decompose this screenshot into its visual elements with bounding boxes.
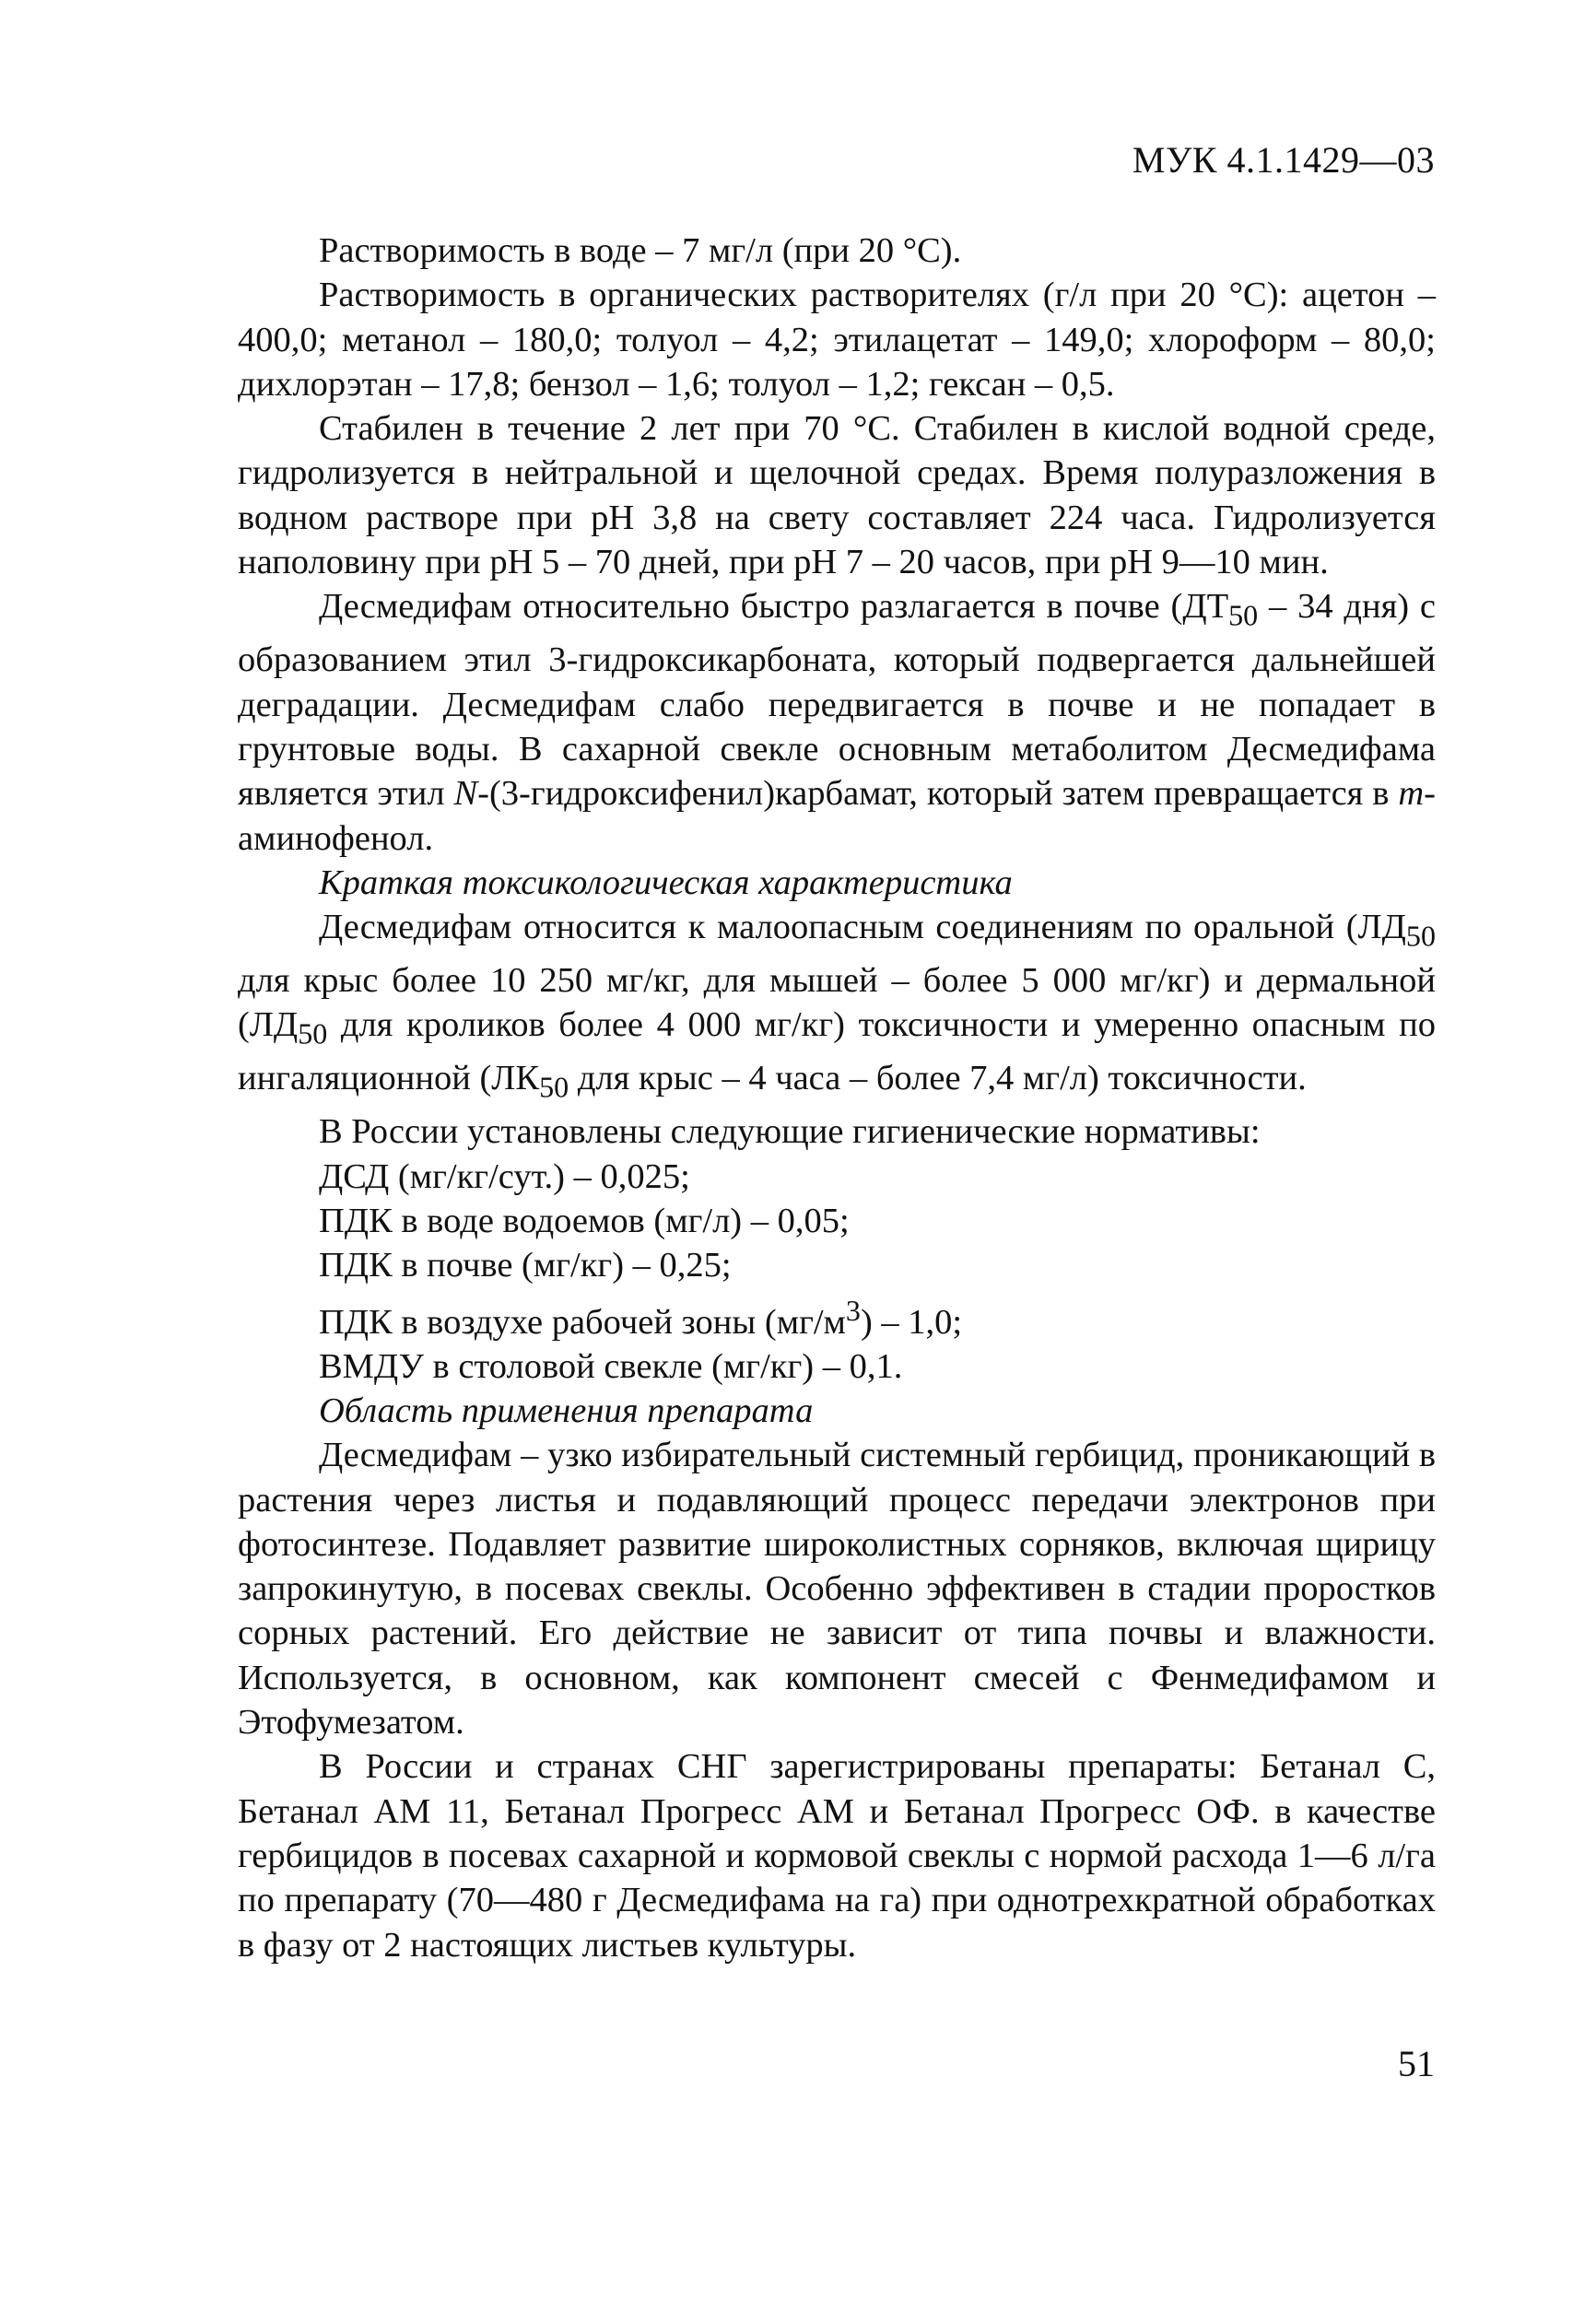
solubility-water-paragraph: Растворимость в воде – 7 мг/л (при 20 °С). xyxy=(319,231,962,270)
application-heading: Область применения препарата xyxy=(319,1391,814,1430)
norm-vmdu: ВМДУ в столовой свекле (мг/кг) – 0,1. xyxy=(319,1346,903,1386)
ld50-subscript-1: 50 xyxy=(1405,919,1436,953)
degradation-text-4: -аминофенол. xyxy=(238,774,1436,858)
dt50-subscript: 50 xyxy=(1228,599,1259,633)
stability-paragraph: Стабилен в течение 2 лет при 70 °С. Стабилен в кислой водной среде, гидролизуется в нейтральной и щелочной средах. Время полуразложения в водном растворе при рН 3,8 на свету составляет 224 часа. Гидролизуется наполовину при рН 5 – 70 дней, при рН 7 – 20 часов, при рН 9—10 мин. xyxy=(238,409,1436,582)
degradation-text-1: Десмедифам относительно быстро разлагается в почве (ДТ xyxy=(319,587,1229,627)
application-paragraph: Десмедифам – узко избирательный системный гербицид, проникающий в растения через листья и подавляющий процесс передачи электронов при фотосинтезе. Подавляет развитие широколистных сорняков, включая щирицу запрокинутую, в посевах свеклы. Особенно эффективен в стадии проростков сорных растений. Его действие не зависит от типа почвы и влажности. Используется, в основном, как компонент смесей с Фенмедифамом и Этофумезатом. xyxy=(238,1436,1436,1743)
toxicity-paragraph xyxy=(238,905,1436,1109)
toxicity-text-1: Десмедифам относится к малоопасным соединениям по оральной (ЛД xyxy=(319,908,1406,947)
lk50-subscript: 50 xyxy=(539,1071,569,1105)
registration-paragraph: В России и странах СНГ зарегистрированы препараты: Бетанал С, Бетанал АМ 11, Бетанал Прогресс АМ и Бетанал Прогресс ОФ. в качестве гербицидов в посевах сахарной и кормовой свеклы с нормой расхода 1—6 л/га по препарату (70—480 г Десмедифама на га) при однотрехкратной обработках в фазу от 2 настоящих листьев культуры. xyxy=(238,1747,1436,1965)
norm-pdk-air-text-1: ПДК в воздухе рабочей зоны (мг/м xyxy=(319,1302,846,1342)
document-code-header: МУК 4.1.1429—03 xyxy=(1132,139,1435,181)
degradation-text-3: -(3-гидроксифенил)карбамат, который затем превращается в xyxy=(477,774,1399,814)
norm-pdk-air xyxy=(238,1288,1436,1344)
hygiene-norms-intro: В России установлены следующие гигиенические нормативы: xyxy=(319,1112,1261,1152)
toxicity-text-4: для крыс – 4 часа – более 7,4 мг/л) токсичности. xyxy=(569,1059,1307,1098)
norm-pdk-soil: ПДК в почве (мг/кг) – 0,25; xyxy=(319,1246,732,1285)
degradation-paragraph xyxy=(238,584,1436,860)
norm-pdk-water: ПДК в воде водоемов (мг/л) – 0,05; xyxy=(319,1201,850,1240)
n-italic: N xyxy=(453,774,478,814)
page-number: 51 xyxy=(1398,2043,1435,2084)
toxicity-text-2: для крыс более 10 250 мг/кг, для мышей – более 5 000 мг/кг) и дермальной (ЛД xyxy=(238,961,1436,1045)
m-italic: m xyxy=(1398,774,1425,814)
toxicity-text-3: для кроликов более 4 000 мг/кг) токсичности и умеренно опасным по ингаляционной (ЛК xyxy=(238,1005,1436,1098)
m3-superscript: 3 xyxy=(845,1293,861,1327)
solubility-organic-paragraph: Растворимость в органических растворителях (г/л при 20 °С): ацетон – 400,0; метанол – 180,0; толуол – 4,2; этилацетат – 149,0; хлороформ – 80,0; дихлорэтан – 17,8; бензол – 1,6; толуол – 1,2; гексан – 0,5. xyxy=(238,276,1436,404)
ld50-subscript-2: 50 xyxy=(298,1017,328,1051)
body-text xyxy=(238,229,1436,1967)
toxicology-heading: Краткая токсикологическая характеристика xyxy=(319,862,1013,902)
norm-dsd: ДСД (мг/кг/сут.) – 0,025; xyxy=(319,1156,690,1196)
norm-pdk-air-text-2: ) – 1,0; xyxy=(860,1302,963,1342)
degradation-text-2: – 34 дня) с образованием этил 3-гидроксикарбоната, который подвергается дальнейшей деградации. Десмедифам слабо передвигается в почве и не попадает в грунтовые воды. В сахарной свекле основным метаболитом Десмедифама является этил xyxy=(238,587,1437,814)
